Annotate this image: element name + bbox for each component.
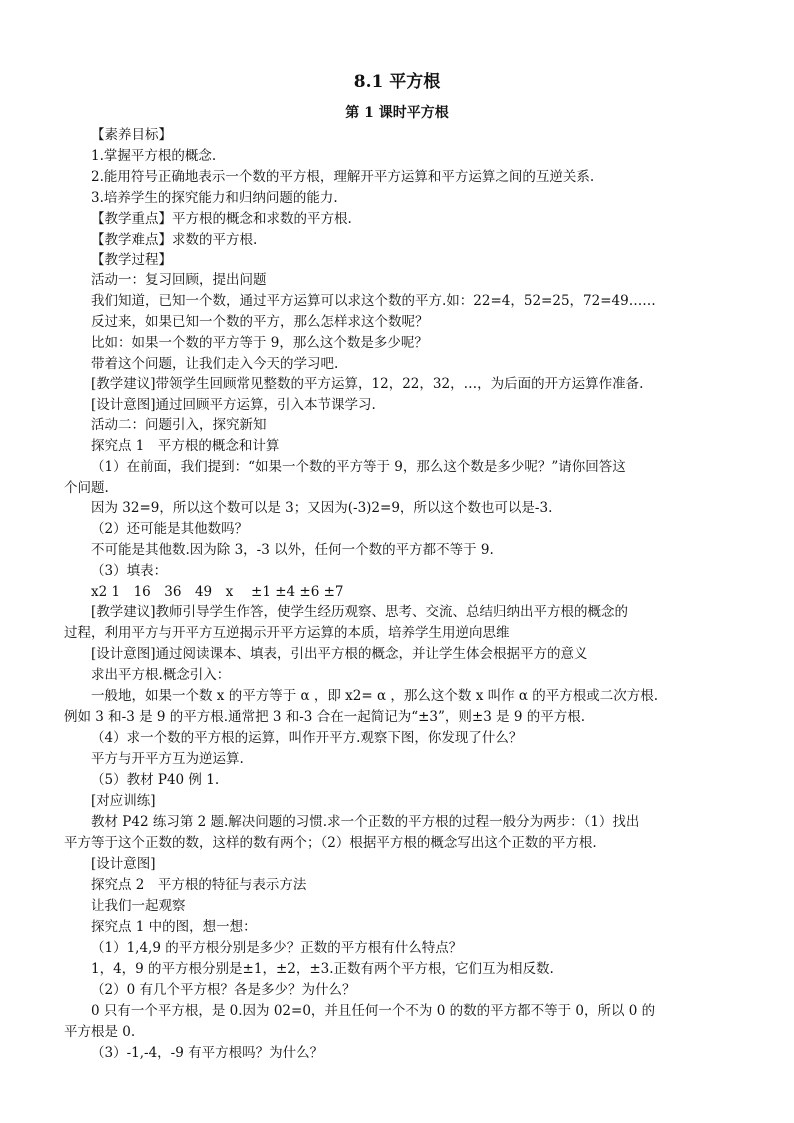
text-line: 因为 32=9，所以这个数可以是 3；又因为(-3)2=9，所以这个数也可以是-3. — [91, 500, 553, 516]
page-title: 8.1 平方根 — [353, 72, 441, 92]
table-line: x2 1 16 36 49 x ±1 ±4 ±6 ±7 — [91, 584, 344, 600]
text-line: （3）填表： — [91, 563, 168, 579]
text-line: （2）0 有几个平方根？各是多少？为什么？ — [91, 982, 356, 998]
text-line: 教材 P42 练习第 2 题.解决问题的习惯.求一个正数的平方根的过程一般分为两步：（1）找出 — [91, 814, 640, 830]
text-line: [设计意图] — [91, 856, 156, 872]
text-line: 平方与开平方互为逆运算. — [91, 751, 244, 767]
text-line: [教学建议]教师引导学生作答，使学生经历观察、思考、交流、总结归纳出平方根的概念的 — [91, 604, 629, 620]
text-line: 过程，利用平方与开平方互逆揭示开平方运算的本质，培养学生用逆向思维 — [64, 625, 510, 641]
text-line: 活动一：复习回顾，提出问题 — [91, 272, 267, 288]
text-line: 个问题. — [64, 480, 109, 496]
text-line: 求出平方根.概念引入： — [91, 667, 231, 683]
text-line: 0 只有一个平方根，是 0.因为 02=0，并且任何一个不为 0 的数的平方都不等于 0，所以 0 的 — [91, 1003, 656, 1019]
text-line: （2）还可能是其他数吗？ — [91, 521, 249, 537]
text-line: （5）教材 P40 例 1. — [91, 772, 220, 788]
text-line: 不可能是其他数.因为除 3，-3 以外，任何一个数的平方都不等于 9. — [91, 542, 494, 558]
text-line: [对应训练] — [91, 793, 156, 809]
text-line: [设计意图]通过回顾平方运算，引入本节课学习. — [91, 397, 376, 413]
text-line: 探究点 1 中的图，想一想： — [91, 919, 257, 935]
text-line: 【教学难点】求数的平方根. — [91, 232, 258, 248]
text-line: （1）1,4,9 的平方根分别是多少？正数的平方根有什么特点？ — [91, 940, 463, 956]
text-line: （4）求一个数的平方根的运算，叫作开平方.观察下图，你发现了什么？ — [91, 730, 523, 746]
text-line: 活动二：问题引入，探究新知 — [91, 417, 267, 433]
text-line: 1.掌握平方根的概念. — [91, 148, 217, 164]
text-line: 3.培养学生的探究能力和归纳问题的能力. — [91, 190, 338, 206]
text-line: 带着这个问题，让我们走入今天的学习吧. — [91, 356, 339, 372]
text-line: 【教学重点】平方根的概念和求数的平方根. — [91, 211, 352, 227]
lesson-subtitle: 第 1 课时平方根 — [345, 105, 449, 121]
text-line: 一般地，如果一个数 x 的平方等于 α ，即 x2= α ，那么这个数 x 叫作 α 的平方根或二次方根. — [91, 688, 659, 704]
text-line: 反过来，如果已知一个数的平方，那么怎样求这个数呢？ — [91, 314, 429, 330]
text-line: 1，4，9 的平方根分别是±1，±2，±3.正数有两个平方根，它们互为相反数. — [91, 961, 554, 977]
text-line: 让我们一起观察 — [91, 898, 186, 914]
text-line: 探究点 2 平方根的特征与表示方法 — [91, 877, 307, 893]
text-line: 探究点 1 平方根的概念和计算 — [91, 438, 280, 454]
text-line: [教学建议]带领学生回顾常见整数的平方运算，12，22，32，…，为后面的开方运算作准备. — [91, 376, 644, 392]
text-line: 平方根是 0. — [64, 1024, 136, 1040]
text-line: 【教学过程】 — [91, 252, 172, 268]
text-line: 平方等于这个正数的数，这样的数有两个；（2）根据平方根的概念写出这个正数的平方根. — [64, 835, 597, 851]
text-line: 比如：如果一个数的平方等于 9，那么这个数是多少呢？ — [91, 335, 428, 351]
text-line: 【素养目标】 — [91, 127, 172, 143]
text-line: 例如 3 和-3 是 9 的平方根.通常把 3 和-3 合在一起简记为“±3”，则±3 是 9 的平方根. — [64, 709, 586, 725]
text-line: 我们知道，已知一个数，通过平方运算可以求这个数的平方.如：22=4，52=25，72=49…… — [91, 293, 656, 309]
text-line: （1）在前面，我们提到：“如果一个数的平方等于 9，那么这个数是多少呢？”请你回答这 — [91, 459, 626, 475]
text-line: [设计意图]通过阅读课本、填表，引出平方根的概念，并让学生体会根据平方的意义 — [91, 646, 588, 662]
text-line: （3）-1,-4，-9 有平方根吗？为什么？ — [91, 1045, 324, 1061]
text-line: 2.能用符号正确地表示一个数的平方根，理解开平方运算和平方运算之间的互逆关系. — [91, 169, 595, 185]
